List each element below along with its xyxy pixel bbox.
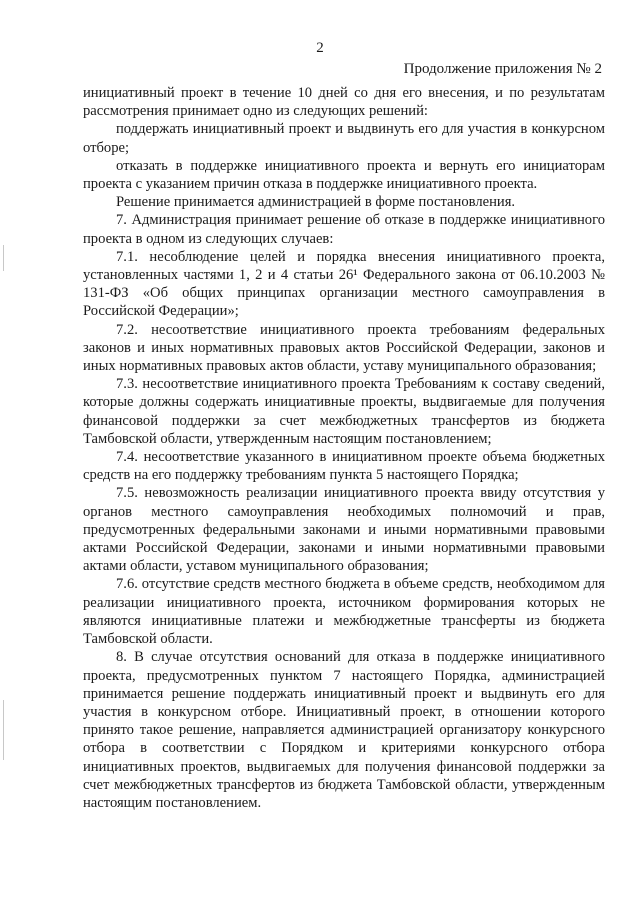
paragraph-item-8: 8. В случае отсутствия оснований для отказа в поддержке инициативного проекта, предусмотренных пунктом 7 настоящего Порядка, администрацией принимается решение поддержать инициативный проект и выдвинуть его для участия в конкурсном отборе. Инициативный проект, в отношении которого принято такое решение, направляется администрацией организатору конкурсного отбора в соответствии с Порядком и критериями конкурсного отбора инициативных проектов, выдвигаемых для получения финансовой поддержки за счет межбюджетных трансфертов из бюджета Тамбовской области, утвержденным настоящим постановлением.: [83, 649, 605, 811]
paragraph-item-7-5: 7.5. невозможность реализации инициативного проекта ввиду отсутствия у органов местного самоуправления необходимых полномочий и прав, предусмотренных федеральными законами и иными нормативными правовыми актами Российской Федерации, законами и иными нормативными правовыми актами области, уставом муниципального образования;: [83, 485, 605, 575]
paragraph-item-7-1: 7.1. несоблюдение целей и порядка внесения инициативного проекта, установленных частями 1, 2 и 4 статьи 26¹ Федерального закона от 06.10.2003 № 131-ФЗ «Об общих принципах организации местного самоуправления в Российской Федерации»;: [83, 248, 605, 320]
scan-edge-mark-bottom: [3, 700, 4, 760]
paragraph-decision-refuse: отказать в поддержке инициативного проекта и вернуть его инициаторам проекта с указанием причин отказа в поддержке инициативного проекта.: [83, 157, 605, 193]
paragraph-item-7-2: 7.2. несоответствие инициативного проекта требованиям федеральных законов и иных нормативных правовых актов Российской Федерации, законов и иных нормативных правовых актов области, уставу муниципального образования;: [83, 321, 605, 375]
paragraph-continuation: инициативный проект в течение 10 дней со дня его внесения, и по результатам рассмотрения принимает одно из следующих решений:: [83, 85, 605, 120]
paragraph-decision-form: Решение принимается администрацией в форме постановления.: [116, 194, 516, 211]
page-number: 2: [316, 40, 324, 56]
document-body: [83, 84, 605, 812]
paragraph-item-7: 7. Администрация принимает решение об отказе в поддержке инициативного проекта в одном из следующих случаев:: [83, 212, 605, 247]
paragraph-item-7-6: 7.6. отсутствие средств местного бюджета в объеме средств, необходимом для реализации инициативного проекта, источником формирования которых не являются инициативные платежи и межбюджетные трансферты из бюджета Тамбовской области.: [83, 576, 605, 648]
appendix-header: Продолжение приложения № 2: [403, 61, 602, 77]
paragraph-item-7-4: 7.4. несоответствие указанного в инициативном проекте объема бюджетных средств на его поддержку требованиям пункта 5 настоящего Порядка;: [83, 449, 605, 484]
paragraph-decision-support: поддержать инициативный проект и выдвинуть его для участия в конкурсном отборе;: [83, 121, 605, 156]
paragraph-item-7-3: 7.3. несоответствие инициативного проекта Требованиям к составу сведений, которые должны содержать инициативные проекты, выдвигаемые для получения финансовой поддержки за счет межбюджетных трансфертов из бюджета Тамбовской области, утвержденным настоящим постановлением;: [83, 376, 605, 447]
scan-edge-mark-top: [3, 245, 4, 271]
